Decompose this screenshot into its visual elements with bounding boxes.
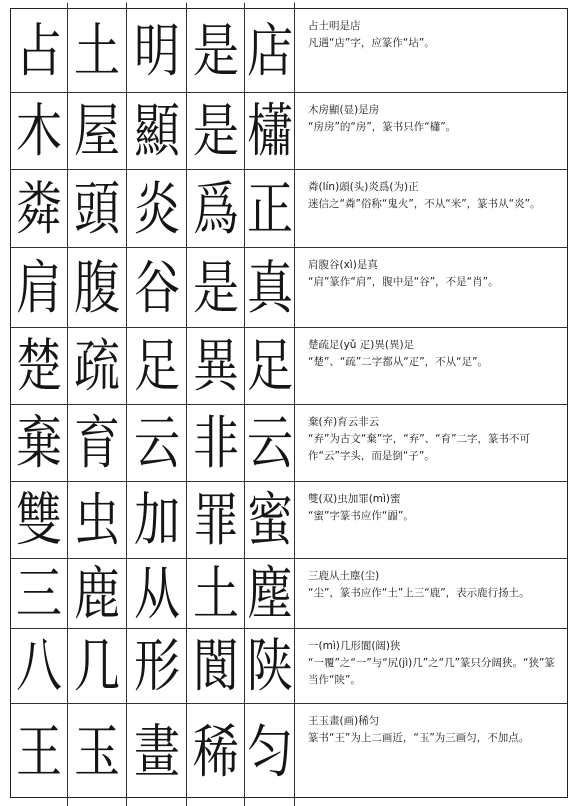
seal-glyph: 占 (16, 17, 62, 84)
row-note (295, 170, 567, 247)
seal-glyph-cell (245, 3, 295, 98)
note-title: 棄(弃)育云非云 (308, 416, 380, 428)
seal-glyph: 顯 (133, 97, 180, 165)
seal-glyph: 玉 (74, 718, 120, 785)
seal-glyph-cell (11, 697, 68, 806)
note-title: 雙(双)虫加罪(mì)蜜 (308, 493, 401, 505)
note-description: “尘”，篆书应作“土”上三“鹿”，表示鹿行扬土。 (308, 587, 530, 599)
seal-glyph: 棄 (16, 409, 62, 477)
row-note (295, 248, 567, 327)
seal-glyph-cell (187, 3, 245, 98)
seal-glyph: 粦 (16, 175, 62, 242)
seal-glyph: 八 (16, 632, 62, 700)
chart-row (11, 327, 567, 404)
seal-glyph-cell (68, 87, 127, 174)
seal-glyph: 罪 (192, 486, 239, 554)
seal-glyph: 育 (74, 409, 120, 477)
seal-glyph-cell (11, 87, 68, 174)
seal-glyph: 谷 (133, 254, 180, 321)
seal-glyph-cell (187, 476, 245, 563)
chart-row (11, 481, 567, 558)
note-description: “蜜”字篆书应作“蠠”。 (308, 510, 414, 522)
seal-glyph: 頭 (74, 175, 120, 242)
seal-glyph-cell (127, 399, 187, 486)
seal-glyph: 閬 (192, 632, 239, 700)
seal-glyph: 加 (133, 486, 180, 554)
note-description: “肩”篆作“肩”，腹中是“谷”，不是“肖”。 (308, 276, 499, 288)
seal-glyph: 土 (74, 17, 120, 84)
seal-glyph: 肩 (16, 254, 62, 321)
seal-glyph: 从 (133, 560, 180, 627)
seal-glyph: 陕 (246, 632, 293, 700)
note-description: 篆书“王”为上二画近，“玉”为三画匀，不加点。 (308, 732, 530, 744)
seal-glyph-cell (245, 697, 295, 806)
seal-glyph: 楚 (16, 332, 62, 400)
seal-glyph: 虫 (74, 486, 120, 554)
row-note (295, 482, 567, 558)
row-note (295, 9, 567, 92)
seal-glyph-cell (187, 322, 245, 409)
seal-glyph: 雙 (16, 486, 62, 554)
row-note (295, 559, 567, 628)
seal-glyph: 異 (192, 332, 239, 400)
seal-glyph-cell (11, 399, 68, 486)
seal-glyph-cell (68, 399, 127, 486)
seal-glyph-cell (245, 554, 295, 633)
row-note (295, 328, 567, 404)
note-title: 占土明是店 (308, 20, 361, 32)
seal-glyph: 真 (246, 254, 293, 321)
seal-glyph: 畫 (133, 718, 180, 785)
seal-glyph: 足 (133, 332, 180, 400)
chart-row (11, 404, 567, 481)
note-title: 木房顯(显)是房 (308, 104, 380, 116)
note-description: 凡遇“店”字，应篆作“坫”。 (308, 37, 435, 49)
seal-glyph-cell (127, 87, 187, 174)
seal-glyph: 匀 (246, 718, 293, 785)
seal-glyph: 蜜 (246, 486, 293, 554)
seal-glyph: 爲 (192, 175, 239, 242)
seal-glyph-cell (187, 697, 245, 806)
seal-glyph-cell (245, 399, 295, 486)
note-title: 肩腹谷(xì)是真 (308, 259, 378, 271)
chart-row (11, 92, 567, 169)
seal-glyph: 腹 (74, 254, 120, 321)
seal-glyph: 塵 (246, 560, 293, 627)
seal-glyph-cell (245, 623, 295, 708)
seal-glyph-cell (127, 476, 187, 563)
seal-glyph: 明 (133, 17, 180, 84)
seal-glyph-cell (68, 476, 127, 563)
seal-glyph: 櫹 (246, 97, 293, 165)
seal-glyph-cell (11, 3, 68, 98)
seal-glyph-cell (245, 242, 295, 333)
seal-glyph-cell (187, 242, 245, 333)
chart-row (11, 169, 567, 247)
seal-glyph: 云 (133, 409, 180, 477)
seal-glyph: 几 (74, 632, 120, 700)
seal-glyph: 三 (16, 560, 62, 627)
seal-glyph-cell (68, 623, 127, 708)
seal-glyph-cell (11, 322, 68, 409)
note-description: 迷信之“粦”俗称“鬼火”，不从“米”，篆书从“炎”。 (308, 198, 541, 210)
character-chart (10, 8, 568, 798)
seal-glyph: 店 (246, 17, 293, 84)
seal-glyph: 木 (16, 97, 62, 165)
seal-glyph: 是 (192, 97, 239, 165)
seal-glyph-cell (127, 3, 187, 98)
seal-glyph: 非 (192, 409, 239, 477)
seal-glyph-cell (11, 476, 68, 563)
chart-row (11, 247, 567, 327)
chart-row (11, 628, 567, 703)
seal-glyph: 是 (192, 17, 239, 84)
seal-glyph-cell (187, 399, 245, 486)
seal-glyph-cell (68, 322, 127, 409)
row-note (295, 405, 567, 481)
seal-glyph: 疏 (74, 332, 120, 400)
seal-glyph-cell (127, 554, 187, 633)
chart-row (11, 703, 567, 799)
seal-glyph: 是 (192, 254, 239, 321)
seal-glyph-cell (245, 322, 295, 409)
note-title: 三鹿从土塵(尘) (308, 570, 380, 582)
note-title: 王玉畫(画)稀匀 (308, 715, 380, 727)
note-description: “弃”为古文“棄”字，“弃”、“育”二字，篆书不可作“云”字头，而是倒“子”。 (308, 433, 531, 462)
chart-row (11, 558, 567, 628)
seal-glyph-cell (245, 87, 295, 174)
seal-glyph-cell (68, 242, 127, 333)
seal-glyph-cell (187, 164, 245, 253)
seal-glyph-cell (68, 3, 127, 98)
seal-glyph-cell (245, 164, 295, 253)
seal-glyph: 足 (246, 332, 293, 400)
seal-glyph: 形 (133, 632, 180, 700)
seal-glyph-cell (68, 697, 127, 806)
seal-glyph-cell (127, 623, 187, 708)
row-note (295, 704, 567, 799)
note-description: “房房”的“房”，篆书只作“櫹”。 (308, 121, 457, 133)
seal-glyph-cell (187, 623, 245, 708)
seal-glyph: 土 (192, 560, 239, 627)
seal-glyph-cell (11, 623, 68, 708)
row-note (295, 629, 567, 703)
seal-glyph: 云 (246, 409, 293, 477)
seal-glyph: 王 (16, 718, 62, 785)
note-title: 一(mì)几形閬(阔)狭 (308, 640, 401, 652)
seal-glyph: 屋 (74, 97, 120, 165)
seal-glyph-cell (11, 554, 68, 633)
chart-row (11, 9, 567, 92)
seal-glyph: 鹿 (74, 560, 120, 627)
seal-glyph-cell (127, 697, 187, 806)
seal-glyph-cell (68, 554, 127, 633)
seal-glyph-cell (127, 164, 187, 253)
note-description: “一覆”之“一”与“尻(jì)几”之“几”篆只分阔狭。“狭”篆当作“陕”。 (308, 657, 555, 686)
note-title: 粦(lín)頭(头)炎爲(为)正 (308, 181, 419, 193)
note-title: 楚疏足(yǔ 疋)異(異)足 (308, 339, 415, 351)
seal-glyph-cell (187, 87, 245, 174)
seal-glyph-cell (127, 242, 187, 333)
row-note (295, 93, 567, 169)
seal-glyph-cell (245, 476, 295, 563)
seal-glyph-cell (11, 164, 68, 253)
seal-glyph-cell (68, 164, 127, 253)
note-description: “楚”、“疏”二字都从“疋”，不从“足”。 (308, 356, 489, 368)
seal-glyph: 炎 (133, 175, 180, 242)
seal-glyph-cell (127, 322, 187, 409)
seal-glyph: 稀 (192, 718, 239, 785)
seal-glyph: 正 (246, 175, 293, 242)
seal-glyph-cell (11, 242, 68, 333)
seal-glyph-cell (187, 554, 245, 633)
